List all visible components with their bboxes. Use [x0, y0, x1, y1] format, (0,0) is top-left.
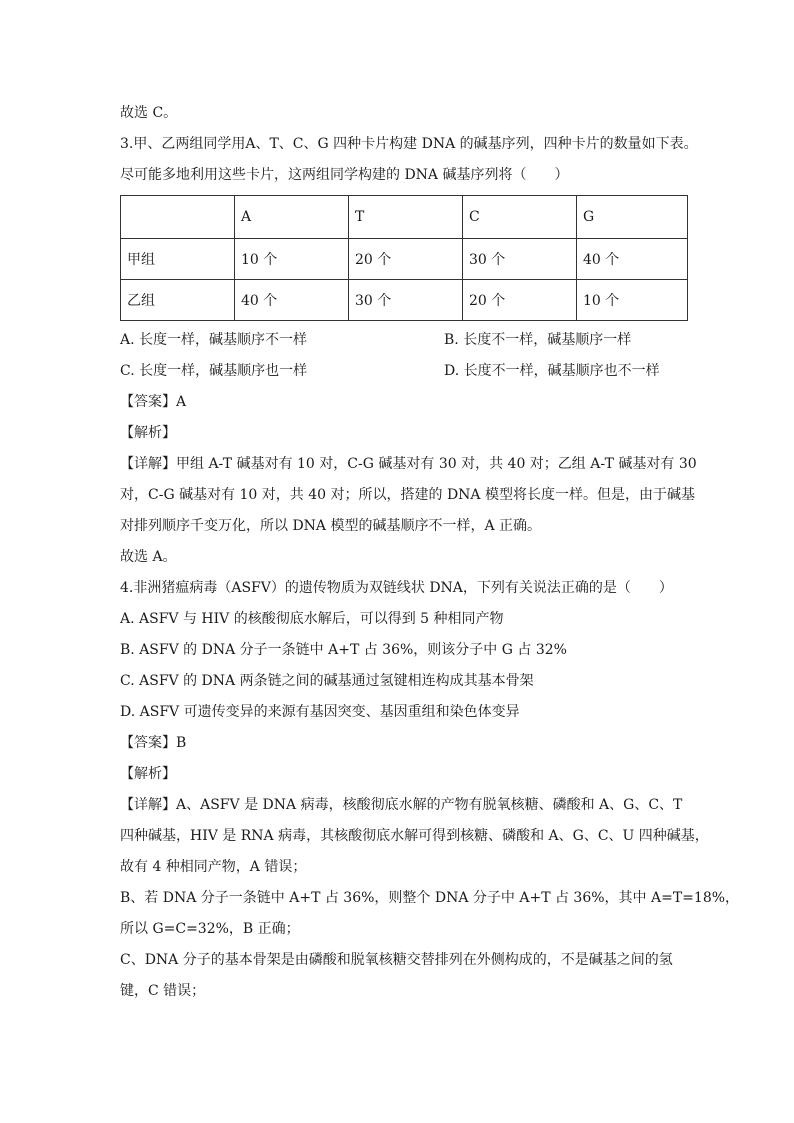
q4-detail-line: 键，C 错误；: [120, 983, 206, 999]
q3-detail-line: 对排列顺序千变万化，所以 DNA 模型的碱基顺序不一样，A 正确。: [120, 518, 542, 534]
q4-detail-line: 【详解】A、ASFV 是 DNA 病毒，核酸彻底水解的产物有脱氧核糖、磷酸和 A、G、C、T: [120, 797, 683, 813]
q3-option-a: A. 长度一样，碱基顺序不一样: [120, 332, 308, 348]
table-header-cell: A: [235, 196, 349, 239]
q4-option-c: C. ASFV 的 DNA 两条链之间的碱基通过氢键相连构成其基本骨架: [120, 673, 534, 689]
q3-options-row-1: [120, 325, 686, 356]
q3-option-b: B. 长度不一样，碱基顺序一样: [444, 332, 632, 348]
q4-answer: 【答案】B: [120, 735, 187, 751]
table-header-cell: C: [463, 196, 577, 239]
table-cell: 40 个: [577, 239, 688, 280]
q4-option-d: D. ASFV 可遗传变异的来源有基因突变、基因重组和染色体变异: [120, 704, 520, 720]
table-row: [121, 280, 688, 321]
q3-conclusion: 故选 A。: [120, 549, 177, 565]
q4-detail-line: 四种碱基，HIV 是 RNA 病毒，其核酸彻底水解可得到核糖、磷酸和 A、G、C、U 四种碱基，: [120, 828, 709, 844]
q4-option-a: A. ASFV 与 HIV 的核酸彻底水解后，可以得到 5 种相同产物: [120, 611, 504, 627]
table-header-cell: [121, 196, 235, 239]
q3-detail-line: 对，C-G 碱基对有 10 对，共 40 对；所以，搭建的 DNA 模型将长度一样。但是，由于碱基: [120, 487, 695, 503]
q3-stem-line-2: 尽可能多地利用这些卡片，这两组同学构建的 DNA 碱基序列将（ ）: [120, 167, 569, 183]
q3-option-c: C. 长度一样，碱基顺序也一样: [120, 363, 308, 379]
table-header-row: [121, 196, 688, 239]
q3-detail-line: 【详解】甲组 A-T 碱基对有 10 对，C-G 碱基对有 30 对，共 40 对；乙组 A-T 碱基对有 30: [120, 456, 697, 472]
table-cell: 30 个: [349, 280, 463, 321]
q2-conclusion: 故选 C。: [120, 105, 178, 121]
document-page: [120, 98, 740, 1007]
q4-stem: 4.非洲猪瘟病毒（ASFV）的遗传物质为双链线状 DNA，下列有关说法正确的是（ ）: [120, 580, 673, 596]
q4-option-b: B. ASFV 的 DNA 分子一条链中 A+T 占 36%，则该分子中 G 占 32%: [120, 642, 567, 658]
q4-detail-line: 所以 G=C=32%，B 正确；: [120, 921, 300, 937]
table-cell: 乙组: [121, 280, 235, 321]
q4-detail-line: 故有 4 种相同产物，A 错误；: [120, 859, 307, 875]
q4-detail-line: C、DNA 分子的基本骨架是由磷酸和脱氧核糖交替排列在外侧构成的，不是碱基之间的氢: [120, 952, 673, 968]
table-row: [121, 239, 688, 280]
q3-options-row-2: [120, 356, 686, 387]
q3-option-d: D. 长度不一样，碱基顺序也不一样: [444, 363, 660, 379]
q4-analysis-label: 【解析】: [120, 766, 176, 782]
table-cell: 40 个: [235, 280, 349, 321]
table-header-cell: T: [349, 196, 463, 239]
table-header-cell: G: [577, 196, 688, 239]
card-count-table: [120, 195, 688, 321]
q4-detail-line: B、若 DNA 分子一条链中 A+T 占 36%，则整个 DNA 分子中 A+T 占 36%，其中 A=T=18%，: [120, 890, 740, 906]
table-cell: 20 个: [463, 280, 577, 321]
table-cell: 10 个: [577, 280, 688, 321]
table-cell: 20 个: [349, 239, 463, 280]
q3-analysis-label: 【解析】: [120, 425, 176, 441]
q3-answer: 【答案】A: [120, 394, 187, 410]
q3-stem-line-1: 3.甲、乙两组同学用A、T、C、G 四种卡片构建 DNA 的碱基序列，四种卡片的数量如下表。: [120, 136, 698, 152]
table-cell: 10 个: [235, 239, 349, 280]
table-cell: 30 个: [463, 239, 577, 280]
table-cell: 甲组: [121, 239, 235, 280]
